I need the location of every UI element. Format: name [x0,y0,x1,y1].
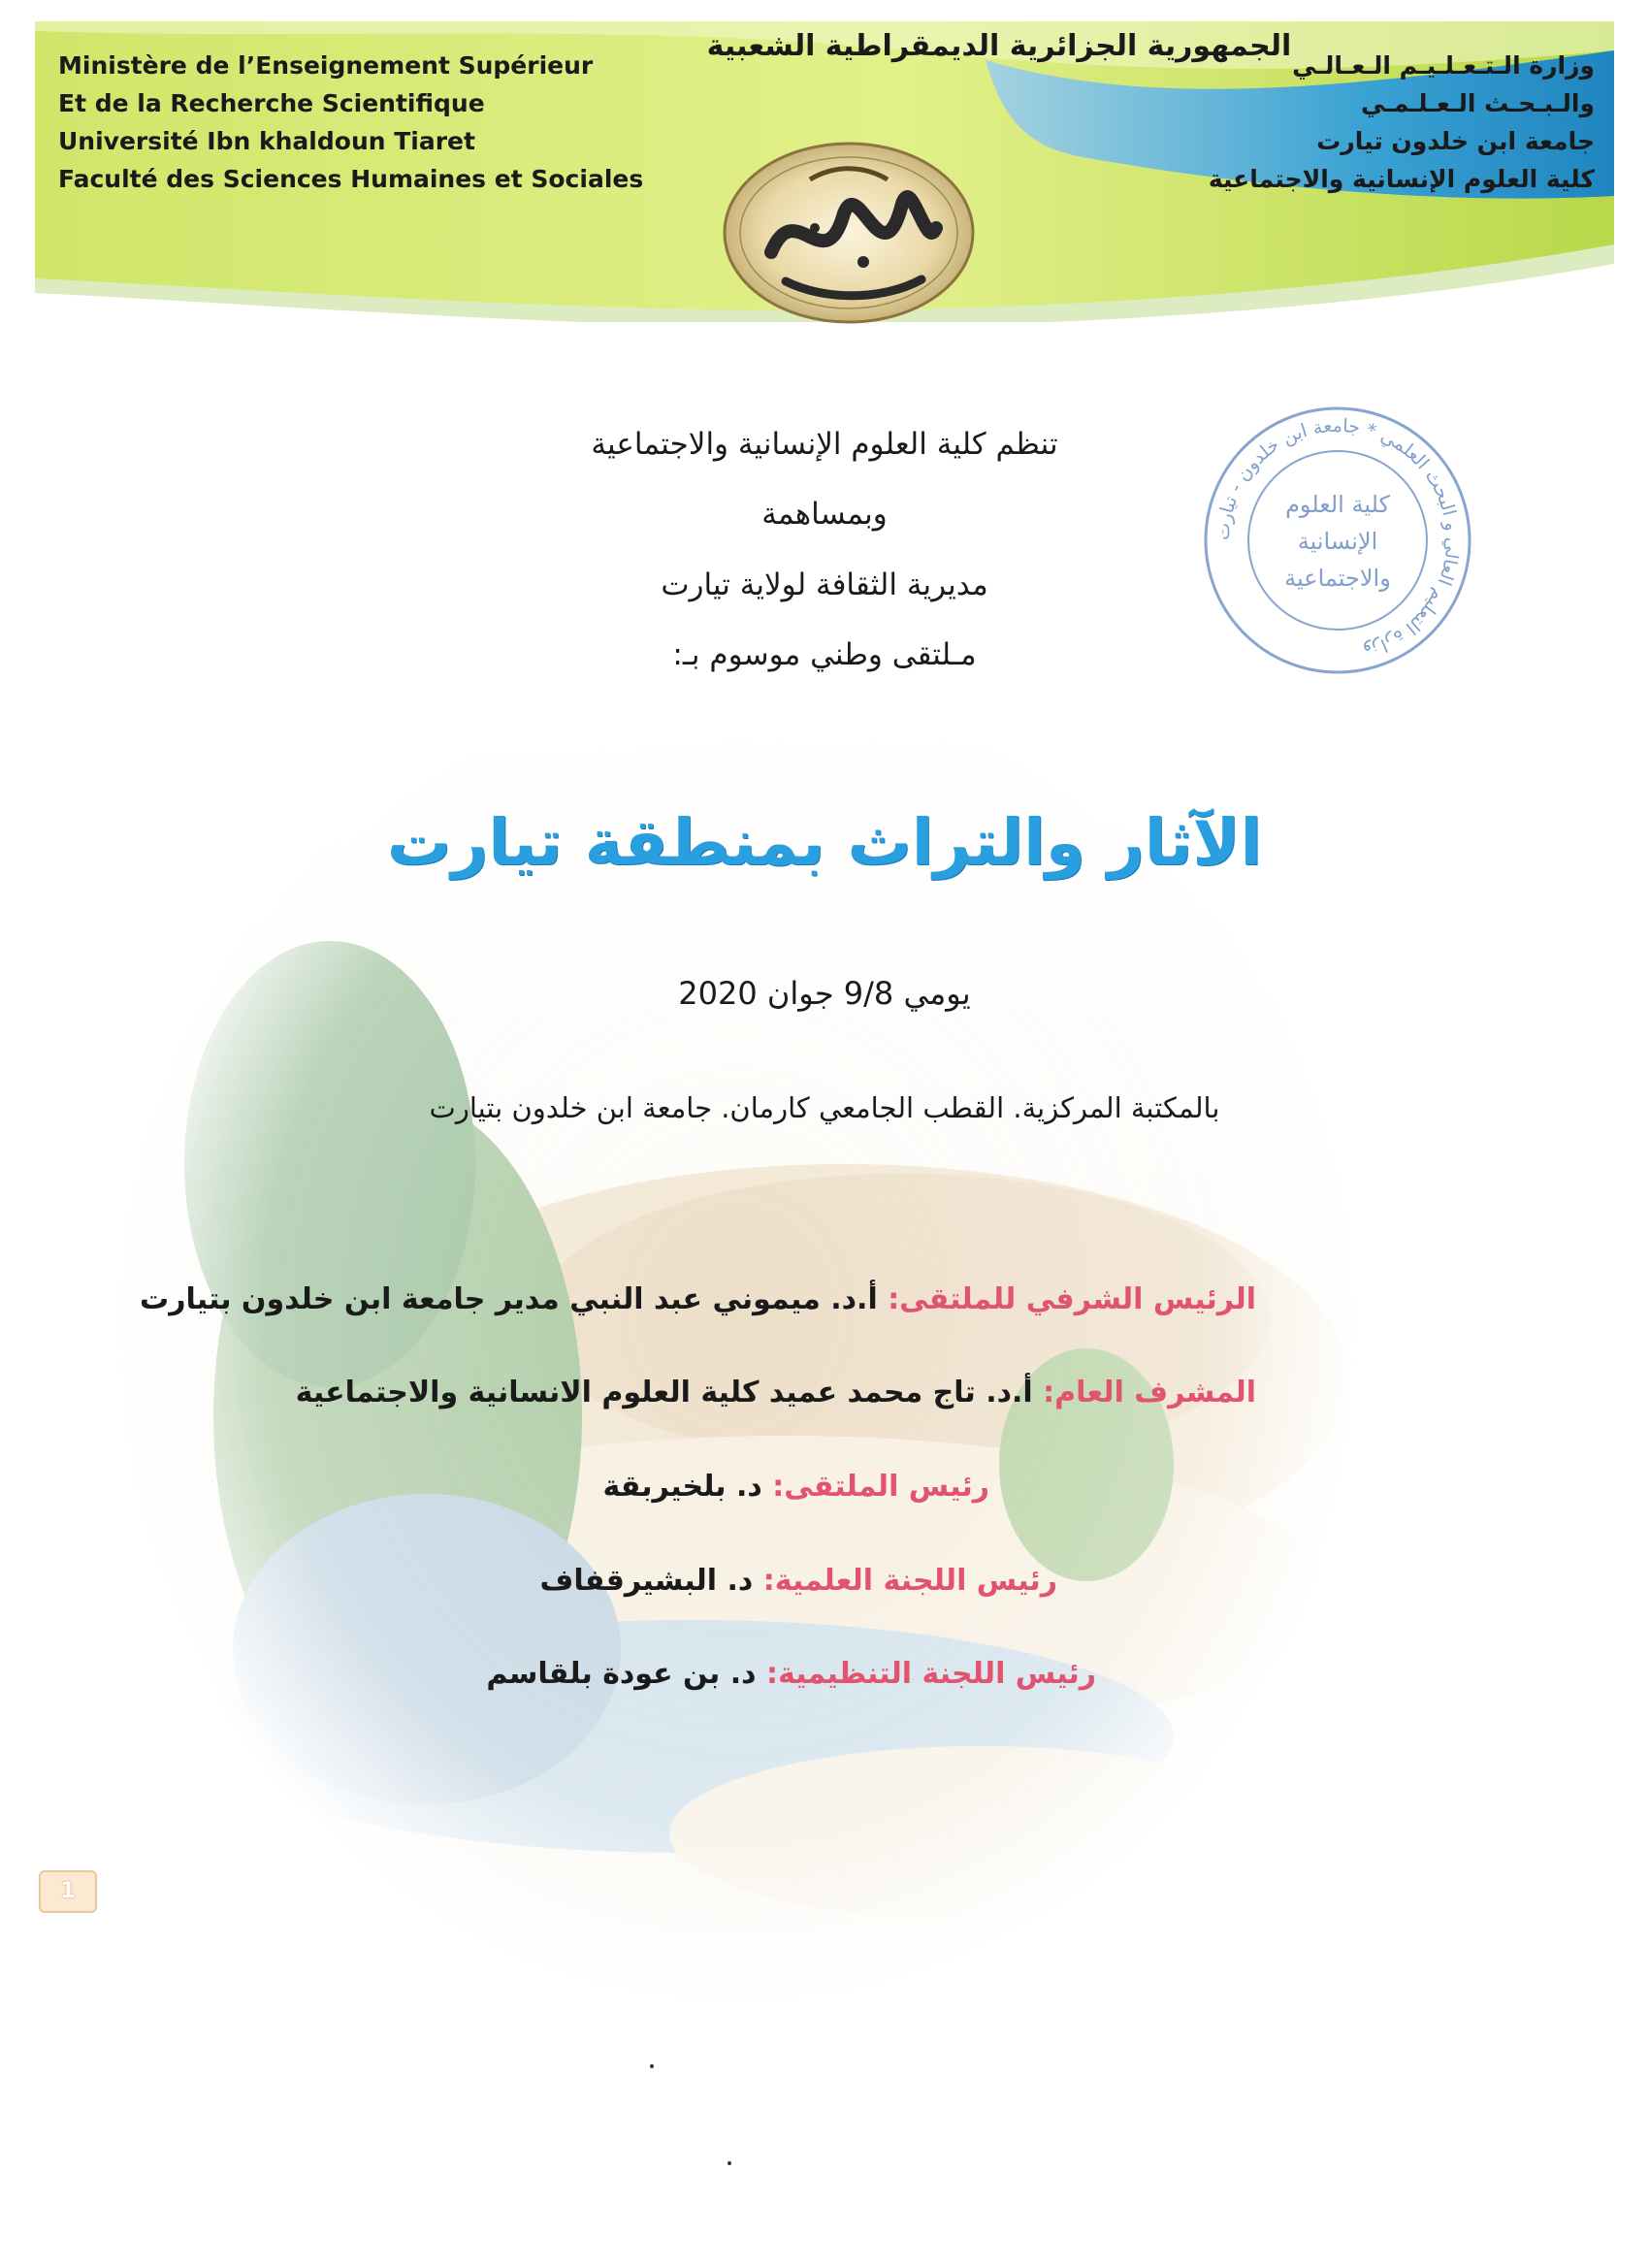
stamp-ring-text: وزارة التعليم العالي و البحث العلمي * جامعة ابن خلدون - تيارت [1212,414,1464,663]
role-label: رئيس اللجنة العلمية: [762,1564,1057,1598]
person-name: د. بن عودة بلقاسم [486,1657,766,1691]
person-name: د. البشيرقفاف [539,1564,763,1598]
french-line: Et de la Recherche Scientifique [58,89,485,117]
arabic-line: كلية العلوم الإنسانية والاجتماعية [1208,165,1595,193]
scan-speck [728,2161,731,2165]
french-line: Ministère de l’Enseignement Supérieur [58,51,594,80]
partner-line: مديرية الثقافة لولاية تيارت [661,567,988,602]
role-label: رئيس الملتقى: [772,1470,989,1504]
person-name: أ.د. تاج محمد عميد كلية العلوم الانسانية والاجتماعية [295,1376,1044,1409]
role-label: المشرف العام: [1043,1376,1256,1409]
person-name: د. بلخيربقة [602,1470,773,1504]
contribution-line: وبمساهمة [761,497,888,532]
arabic-institution-block [1209,47,1595,198]
french-institution-block [58,47,643,198]
organizing-committee-president [486,1657,1096,1691]
honorary-president [140,1282,1256,1316]
french-line: Université Ibn khaldoun Tiaret [58,127,475,155]
university-logo [718,136,980,330]
page-number: 1 [60,1879,76,1903]
organizer-line: تنظم كلية العلوم الإنسانية والاجتماعية [591,427,1058,462]
page-number-badge [39,1870,97,1913]
conference-date: يومي 9/8 جوان 2020 [678,975,971,1012]
stamp-center-line: الإنسانية [1297,528,1378,555]
stamp-center-line: كلية العلوم [1285,491,1390,518]
scientific-committee-president [540,1564,1057,1598]
person-name: أ.د. ميموني عبد النبي مدير جامعة ابن خلدون بتيارت [140,1282,889,1316]
general-supervisor [296,1376,1256,1409]
role-label: رئيس اللجنة التنظيمية: [766,1657,1096,1691]
conference-venue: بالمكتبة المركزية. القطب الجامعي كارمان. جامعة ابن خلدون بتيارت [429,1091,1220,1124]
republic-title: الجمهورية الجزائرية الديمقراطية الشعبية [706,29,1292,63]
arabic-line: جامعة ابن خلدون تيارت [1316,127,1595,155]
arabic-line: وزارة الـتـعـلـيـم الـعـالـي [1292,51,1595,80]
french-line: Faculté des Sciences Humaines et Sociales [58,165,644,193]
role-label: الرئيس الشرفي للملتقى: [888,1282,1256,1316]
event-intro-line: مـلتقى وطني موسوم بـ: [672,637,977,672]
conference-president [602,1470,989,1504]
stamp-center-line: والاجتماعية [1284,565,1391,592]
conference-title: الآثار والتراث بمنطقة تيارت [386,805,1263,880]
scan-speck [650,2064,654,2068]
arabic-line: والـبـحـث الـعـلـمـي [1360,89,1595,117]
